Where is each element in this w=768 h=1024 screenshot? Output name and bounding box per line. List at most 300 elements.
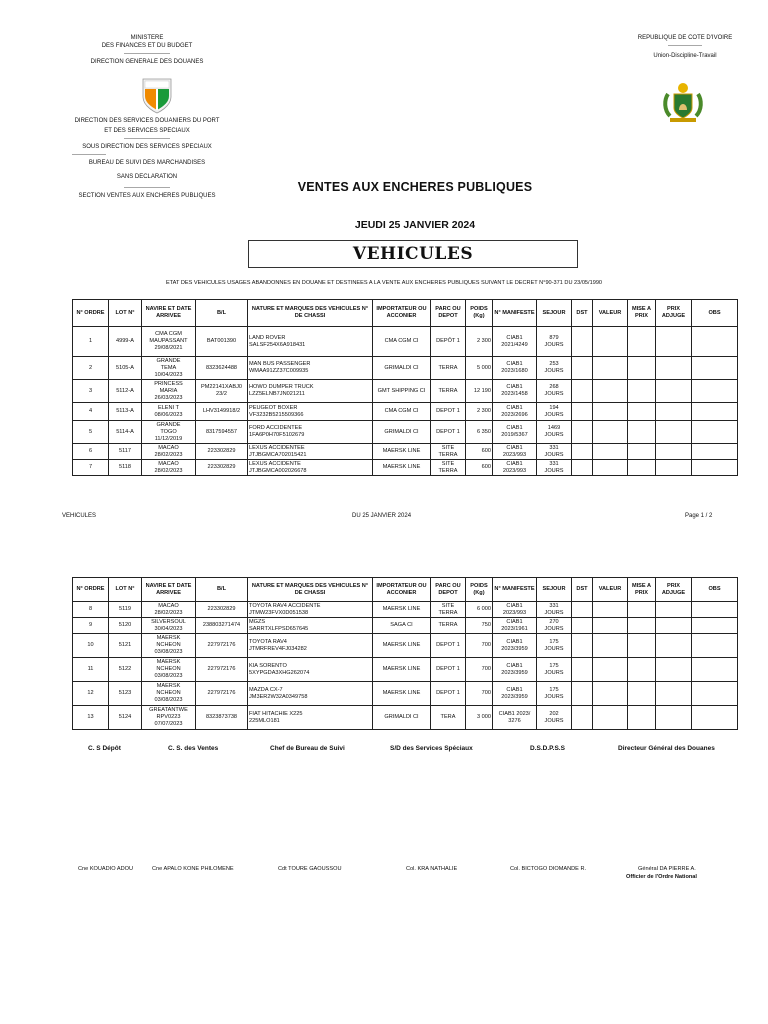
cell-line: CIAB1 bbox=[506, 460, 523, 467]
column-header: OBS bbox=[692, 300, 738, 327]
cell-poids: 6 000 bbox=[466, 602, 493, 618]
cell-navire bbox=[142, 403, 196, 421]
cell-line: CIAB1 bbox=[506, 686, 523, 693]
cell-prix bbox=[656, 634, 692, 658]
cell-line: JM3ER2W32A0349758 bbox=[249, 693, 308, 700]
cell-sejour bbox=[537, 706, 572, 730]
cell-manif bbox=[493, 327, 537, 357]
cell-sejour bbox=[537, 380, 572, 403]
cell-nature bbox=[248, 403, 373, 421]
motto: Union-Discipline-Travail bbox=[653, 53, 717, 59]
cell-line: 331 bbox=[549, 460, 559, 467]
cell-parc: TERRA bbox=[431, 618, 466, 634]
cell-line: CIAB1 bbox=[506, 384, 523, 390]
cell-line: JTMRFREV4FJ034282 bbox=[249, 645, 307, 652]
cell-sejour bbox=[537, 682, 572, 706]
cell-prix bbox=[656, 602, 692, 618]
cell-navire bbox=[142, 658, 196, 682]
header-left-line: ET DES SERVICES SPECIAUX bbox=[104, 128, 190, 134]
cell-valeur bbox=[593, 403, 628, 421]
vehicles-table-page2 bbox=[72, 577, 738, 730]
table-row bbox=[73, 658, 738, 682]
cell-line: RPV0223 bbox=[156, 714, 181, 720]
cell-prix bbox=[656, 706, 692, 730]
cell-mise bbox=[628, 618, 656, 634]
header-left-line: MINISTERE bbox=[130, 35, 164, 41]
footer-left: VEHICULES bbox=[62, 513, 97, 519]
header-left-line: ----------------------- bbox=[124, 136, 170, 142]
cell-poids: 700 bbox=[466, 658, 493, 682]
cell-n: 7 bbox=[73, 460, 109, 476]
cell-line: TEMA bbox=[160, 364, 177, 371]
cell-dst bbox=[572, 706, 593, 730]
signatory-title: Chef de Bureau de Suivi bbox=[270, 745, 345, 752]
cell-mise bbox=[628, 327, 656, 357]
cell-line: WMAA91ZZ37C009935 bbox=[249, 368, 309, 374]
cell-line: 331 bbox=[549, 444, 559, 451]
column-header: N° MANIFESTE bbox=[493, 578, 537, 602]
cell-line: MAERSK bbox=[156, 635, 181, 641]
cell-line: 2023/993 bbox=[502, 609, 527, 616]
cell-line: JOURS bbox=[544, 411, 564, 418]
cell-lot: 5117 bbox=[109, 444, 142, 460]
cell-bl: 238803271474 bbox=[196, 618, 248, 634]
cell-line: TOYOTA RAV4 bbox=[249, 638, 287, 645]
cell-valeur bbox=[593, 706, 628, 730]
cell-poids: 3 000 bbox=[466, 706, 493, 730]
cell-line: JOURS bbox=[544, 625, 564, 632]
category-box: VEHICULES bbox=[248, 240, 578, 268]
cell-line: CIAB1 bbox=[506, 662, 523, 669]
cell-bl: 223302829 bbox=[196, 602, 248, 618]
header-left-line: BUREAU DE SUIVI DES MARCHANDISES bbox=[88, 160, 206, 166]
cell-valeur bbox=[593, 357, 628, 380]
cell-bl: 223302829 bbox=[196, 460, 248, 476]
cell-bl: 227972176 bbox=[196, 658, 248, 682]
cell-sejour bbox=[537, 618, 572, 634]
cell-line: CIAB1 bbox=[506, 425, 523, 431]
cell-lot: 5113-A bbox=[109, 403, 142, 421]
cell-n: 8 bbox=[73, 602, 109, 618]
sale-date: JEUDI 25 JANVIER 2024 bbox=[354, 219, 476, 231]
cell-imp: MAERSK LINE bbox=[373, 602, 431, 618]
cell-mise bbox=[628, 460, 656, 476]
cell-line: 2023/993 bbox=[502, 467, 527, 474]
cell-imp: GMT SHIPPING CI bbox=[373, 380, 431, 403]
cell-line: JTMW23FVX0D051538 bbox=[249, 609, 309, 616]
cell-line: 331 bbox=[549, 602, 559, 609]
coat-of-arms-icon bbox=[662, 80, 704, 124]
cell-line: JOURS bbox=[544, 669, 564, 676]
cell-poids: 2 300 bbox=[466, 327, 493, 357]
cell-imp: MAERSK LINE bbox=[373, 634, 431, 658]
cell-bl: BAT001390 bbox=[196, 327, 248, 357]
cell-line: FORD ACCIDENTEE bbox=[249, 425, 303, 431]
cell-lot: 5114-A bbox=[109, 421, 142, 444]
cell-dst bbox=[572, 403, 593, 421]
header-left-line: SOUS DIRECTION DES SERVICES SPECIAUX bbox=[82, 144, 212, 150]
table-row bbox=[73, 380, 738, 403]
cell-line: 175 bbox=[549, 638, 559, 645]
cell-imp: GRIMALDI CI bbox=[373, 357, 431, 380]
cell-parc: DEPOT 1 bbox=[431, 682, 466, 706]
cell-line: 28/02/2023 bbox=[154, 467, 183, 474]
cell-nature bbox=[248, 682, 373, 706]
header-left-2 bbox=[62, 117, 232, 200]
cell-line: MAERSK bbox=[156, 683, 181, 689]
cell-parc: DEPOT 1 bbox=[431, 634, 466, 658]
cell-mise bbox=[628, 706, 656, 730]
cell-sejour bbox=[537, 658, 572, 682]
cell-prix bbox=[656, 460, 692, 476]
cell-dst bbox=[572, 682, 593, 706]
cell-line: 03/08/2023 bbox=[154, 673, 183, 679]
cell-lot: 5124 bbox=[109, 706, 142, 730]
column-header: LOT N° bbox=[109, 300, 142, 327]
cell-nature bbox=[248, 460, 373, 476]
signatory-title: C. S Dépôt bbox=[88, 745, 121, 752]
cell-poids: 5 000 bbox=[466, 357, 493, 380]
cell-line: 2023/3959 bbox=[501, 669, 528, 676]
column-header: DST bbox=[572, 578, 593, 602]
header-right bbox=[615, 34, 755, 60]
cell-line: 28/02/2023 bbox=[154, 451, 183, 458]
cell-navire bbox=[142, 618, 196, 634]
cell-sejour bbox=[537, 421, 572, 444]
cell-prix bbox=[656, 327, 692, 357]
cell-line: 03/08/2023 bbox=[154, 649, 183, 655]
cell-line: 2023/2696 bbox=[501, 411, 528, 418]
cell-nature bbox=[248, 618, 373, 634]
cell-obs bbox=[692, 357, 738, 380]
table-row bbox=[73, 460, 738, 476]
cell-navire bbox=[142, 682, 196, 706]
column-header: NAVIRE ET DATE ARRIVEE bbox=[142, 300, 196, 327]
cell-line: JOURS bbox=[544, 368, 564, 374]
cell-manif bbox=[493, 618, 537, 634]
cell-line: 175 bbox=[549, 662, 559, 669]
cell-manif bbox=[493, 706, 537, 730]
cell-nature bbox=[248, 658, 373, 682]
cell-obs bbox=[692, 327, 738, 357]
cell-lot: 4999-A bbox=[109, 327, 142, 357]
cell-valeur bbox=[593, 634, 628, 658]
cell-line: CIAB1 2023/ bbox=[498, 710, 531, 717]
decree-statement: ETAT DES VEHICULES USAGES ABANDONNES EN DOUANE ET DESTINEES A LA VENTE AUX ENCHERES PUBLIQUES SUIVANT LE DECRET N°90-371 DU 23/05/1990 bbox=[165, 280, 603, 286]
cell-line: SALSF254X6A918431 bbox=[249, 341, 306, 348]
cell-n: 12 bbox=[73, 682, 109, 706]
cell-line: CMA CGM bbox=[155, 331, 182, 337]
signatory-name: Col. KRA NATHALIE bbox=[406, 866, 458, 872]
republic-title: REPUBLIQUE DE COTE D'IVOIRE bbox=[637, 35, 733, 41]
column-header: MISE A PRIX bbox=[628, 300, 656, 327]
cell-line: 3276 bbox=[508, 717, 521, 724]
cell-line: JOURS bbox=[544, 609, 564, 616]
cell-line: 08/06/2023 bbox=[154, 411, 183, 418]
cell-nature bbox=[248, 421, 373, 444]
cell-navire bbox=[142, 634, 196, 658]
column-header: LOT N° bbox=[109, 578, 142, 602]
cell-n: 5 bbox=[73, 421, 109, 444]
cell-sejour bbox=[537, 403, 572, 421]
header-left-line: DIRECTION GENERALE DES DOUANES bbox=[90, 59, 204, 65]
cell-obs bbox=[692, 706, 738, 730]
cell-line: GREATANTWE bbox=[149, 707, 188, 713]
cell-line: CIAB1 bbox=[506, 602, 523, 609]
cell-line: 10/04/2023 bbox=[154, 371, 183, 378]
signatory-name: Général DA PIERRE A. bbox=[638, 866, 696, 872]
cell-obs bbox=[692, 444, 738, 460]
cell-valeur bbox=[593, 618, 628, 634]
cell-parc: TERRA bbox=[431, 357, 466, 380]
cell-imp: SAGA CI bbox=[373, 618, 431, 634]
cell-line: MACAO bbox=[158, 602, 179, 609]
cell-lot: 5118 bbox=[109, 460, 142, 476]
cell-line: NCHEON bbox=[156, 642, 181, 648]
table-row bbox=[73, 634, 738, 658]
cell-valeur bbox=[593, 421, 628, 444]
cell-line: 194 bbox=[549, 404, 559, 411]
cell-line: VF3232B5215509366 bbox=[249, 411, 304, 418]
cell-line: 1FA6P0H70F5102679 bbox=[249, 432, 305, 438]
cell-mise bbox=[628, 380, 656, 403]
cell-line: MAZDA CX-7 bbox=[249, 686, 283, 693]
cell-line: 270 bbox=[549, 618, 559, 625]
cell-nature bbox=[248, 634, 373, 658]
cell-bl: 227972176 bbox=[196, 682, 248, 706]
cell-line: 11/12/2019 bbox=[154, 435, 183, 442]
cell-manif bbox=[493, 380, 537, 403]
footer-center: DU 25 JANVIER 2024 bbox=[352, 513, 412, 519]
cell-line: SARRTXLFPSD657645 bbox=[249, 625, 309, 632]
cell-line: 2023/1961 bbox=[501, 625, 528, 632]
column-header: NATURE ET MARQUES DES VEHICULES N° DE CHASSI bbox=[248, 578, 373, 602]
cell-poids: 600 bbox=[466, 444, 493, 460]
cell-line: GRANDE bbox=[156, 421, 181, 428]
cell-obs bbox=[692, 658, 738, 682]
cell-obs bbox=[692, 682, 738, 706]
cell-sejour bbox=[537, 327, 572, 357]
cell-line: 26/03/2023 bbox=[154, 394, 183, 401]
cell-bl: 223302829 bbox=[196, 444, 248, 460]
column-header: N° MANIFESTE bbox=[493, 300, 537, 327]
cell-nature bbox=[248, 380, 373, 403]
cell-obs bbox=[692, 460, 738, 476]
cell-obs bbox=[692, 634, 738, 658]
cell-line: 2021/4249 bbox=[501, 341, 528, 348]
cell-dst bbox=[572, 618, 593, 634]
cell-manif bbox=[493, 602, 537, 618]
cell-sejour bbox=[537, 357, 572, 380]
table-row bbox=[73, 357, 738, 380]
cell-line: JOURS bbox=[544, 717, 564, 724]
cell-lot: 5121 bbox=[109, 634, 142, 658]
cell-manif bbox=[493, 682, 537, 706]
header-left-line: ----------------------- bbox=[124, 185, 170, 191]
cell-parc: TERRA bbox=[431, 380, 466, 403]
table-row bbox=[73, 682, 738, 706]
cell-parc: SITE TERRA bbox=[431, 602, 466, 618]
cell-line: 2023/993 bbox=[502, 451, 527, 458]
cell-valeur bbox=[593, 444, 628, 460]
column-header: POIDS (Kg) bbox=[466, 578, 493, 602]
cell-line: JOURS bbox=[544, 693, 564, 700]
cell-line: MAERSK bbox=[156, 659, 181, 665]
cell-prix bbox=[656, 421, 692, 444]
cell-poids: 600 bbox=[466, 460, 493, 476]
cell-line: MARIA bbox=[159, 387, 178, 394]
cell-line: 202 bbox=[549, 710, 559, 717]
cell-bl: LHV3149918/2 bbox=[196, 403, 248, 421]
cell-obs bbox=[692, 602, 738, 618]
cell-lot: 5119 bbox=[109, 602, 142, 618]
table-row bbox=[73, 327, 738, 357]
cell-line: 175 bbox=[549, 686, 559, 693]
cell-imp: GRIMALDI CI bbox=[373, 706, 431, 730]
cell-sejour bbox=[537, 444, 572, 460]
cell-sejour bbox=[537, 634, 572, 658]
cell-line: 879 bbox=[549, 334, 559, 341]
cell-n: 1 bbox=[73, 327, 109, 357]
signatory-title: C. S. des Ventes bbox=[168, 745, 219, 752]
cell-n: 13 bbox=[73, 706, 109, 730]
cell-poids: 700 bbox=[466, 634, 493, 658]
column-header: OBS bbox=[692, 578, 738, 602]
cell-line: JOURS bbox=[544, 451, 564, 458]
cell-imp: MAERSK LINE bbox=[373, 682, 431, 706]
cell-valeur bbox=[593, 380, 628, 403]
cell-dst bbox=[572, 460, 593, 476]
cell-bl: PM22141XABJ0 23/2 bbox=[196, 380, 248, 403]
cell-obs bbox=[692, 421, 738, 444]
cell-line: TOGO bbox=[160, 428, 177, 435]
header-left-line: SECTION VENTES AUX ENCHERES PUBLIQUES bbox=[78, 193, 216, 199]
cell-dst bbox=[572, 380, 593, 403]
cell-poids: 700 bbox=[466, 682, 493, 706]
cell-sejour bbox=[537, 602, 572, 618]
table-row bbox=[73, 421, 738, 444]
cell-imp: GRIMALDI CI bbox=[373, 421, 431, 444]
cell-manif bbox=[493, 403, 537, 421]
cell-line: 225MLO181 bbox=[249, 717, 280, 724]
cell-prix bbox=[656, 682, 692, 706]
column-header: SEJOUR bbox=[537, 578, 572, 602]
cell-nature bbox=[248, 327, 373, 357]
cell-line: JOURS bbox=[544, 432, 564, 438]
header-left-line: ----------------------- bbox=[124, 51, 170, 57]
cell-line: JTJBGMCA002026678 bbox=[249, 467, 307, 474]
cell-line: JOURS bbox=[544, 645, 564, 652]
column-header: PRIX ADJUGE bbox=[656, 300, 692, 327]
cell-line: JOURS bbox=[544, 391, 564, 397]
cell-n: 6 bbox=[73, 444, 109, 460]
header-left bbox=[62, 34, 232, 66]
cell-line: MGZS bbox=[249, 618, 266, 625]
cell-line: LEXUS ACCIDENTEE bbox=[249, 444, 305, 451]
cell-line: ELENI T bbox=[157, 404, 180, 411]
signatory-name: Cne APALO KONE PHILOMENE bbox=[152, 866, 234, 872]
cell-line: 5XYPGDA3XHG262074 bbox=[249, 669, 310, 676]
cell-bl: 8323873738 bbox=[196, 706, 248, 730]
cell-imp: MAERSK LINE bbox=[373, 658, 431, 682]
column-header: VALEUR bbox=[593, 300, 628, 327]
cell-imp: CMA CGM CI bbox=[373, 327, 431, 357]
separator: ----------------- bbox=[668, 43, 702, 49]
cell-mise bbox=[628, 682, 656, 706]
cell-obs bbox=[692, 403, 738, 421]
column-header: SEJOUR bbox=[537, 300, 572, 327]
cell-nature bbox=[248, 602, 373, 618]
cell-line: JOURS bbox=[544, 467, 564, 474]
cell-line: CIAB1 bbox=[506, 361, 523, 367]
table-row bbox=[73, 706, 738, 730]
cell-line: NCHEON bbox=[156, 666, 181, 672]
cell-mise bbox=[628, 602, 656, 618]
cell-manif bbox=[493, 444, 537, 460]
cell-navire bbox=[142, 460, 196, 476]
table-row bbox=[73, 403, 738, 421]
cell-navire bbox=[142, 602, 196, 618]
cell-dst bbox=[572, 444, 593, 460]
column-header: PRIX ADJUGE bbox=[656, 578, 692, 602]
column-header: PARC OU DEPOT bbox=[431, 300, 466, 327]
cell-dst bbox=[572, 602, 593, 618]
cell-line: 2023/1458 bbox=[501, 391, 528, 397]
cell-nature bbox=[248, 357, 373, 380]
cell-lot: 5123 bbox=[109, 682, 142, 706]
cell-navire bbox=[142, 380, 196, 403]
cell-parc: DEPOT 1 bbox=[431, 403, 466, 421]
cell-prix bbox=[656, 380, 692, 403]
cell-line: 1469 bbox=[547, 425, 561, 431]
column-header: N° ORDRE bbox=[73, 578, 109, 602]
cell-poids: 12 190 bbox=[466, 380, 493, 403]
cell-mise bbox=[628, 421, 656, 444]
cell-valeur bbox=[593, 327, 628, 357]
cell-navire bbox=[142, 444, 196, 460]
cell-mise bbox=[628, 658, 656, 682]
signatory-name: Col. BICTOGO DIOMANDE R. bbox=[510, 866, 587, 872]
cell-sejour bbox=[537, 460, 572, 476]
cell-line: CIAB1 bbox=[506, 444, 523, 451]
cell-nature bbox=[248, 444, 373, 460]
signatory-distinction: Officier de l'Ordre National bbox=[626, 874, 697, 880]
cell-line: TOYOTA RAV4 ACCIDENTE bbox=[249, 602, 321, 609]
cell-obs bbox=[692, 618, 738, 634]
column-header: VALEUR bbox=[593, 578, 628, 602]
cell-mise bbox=[628, 403, 656, 421]
table-row bbox=[73, 602, 738, 618]
cell-lot: 5112-A bbox=[109, 380, 142, 403]
cell-line: 2023/1680 bbox=[501, 368, 528, 374]
cell-n: 9 bbox=[73, 618, 109, 634]
cell-line: 268 bbox=[549, 384, 559, 390]
column-header: NATURE ET MARQUES DES VEHICULES N° DE CHASSI bbox=[248, 300, 373, 327]
cell-n: 2 bbox=[73, 357, 109, 380]
cell-line: 30/04/2023 bbox=[154, 625, 183, 632]
cell-manif bbox=[493, 460, 537, 476]
cell-n: 10 bbox=[73, 634, 109, 658]
cell-navire bbox=[142, 706, 196, 730]
header-left-line: SANS DECLARATION bbox=[116, 174, 178, 180]
column-header: PARC OU DEPOT bbox=[431, 578, 466, 602]
cell-line: KIA SORENTO bbox=[249, 662, 287, 669]
cell-valeur bbox=[593, 602, 628, 618]
cell-line: CIAB1 bbox=[506, 638, 523, 645]
cell-imp: CMA CGM CI bbox=[373, 403, 431, 421]
cell-dst bbox=[572, 658, 593, 682]
column-header: DST bbox=[572, 300, 593, 327]
